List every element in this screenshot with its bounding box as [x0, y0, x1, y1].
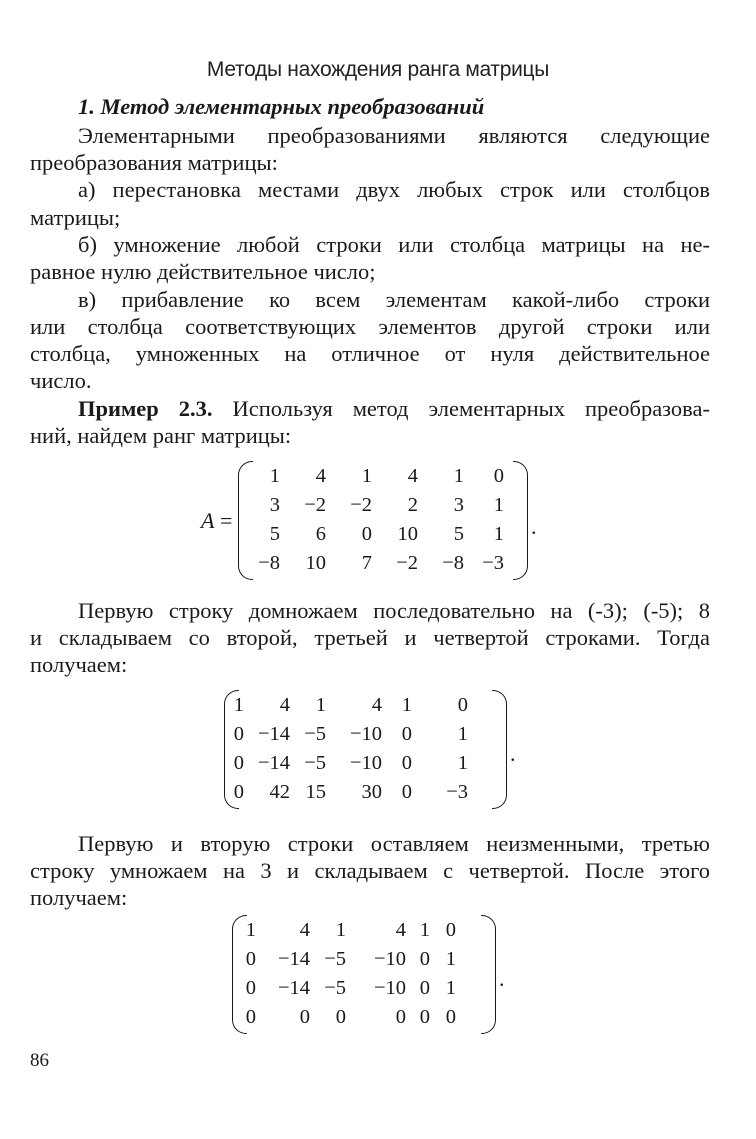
matrix-row	[232, 749, 468, 778]
matrix-cell: −2	[396, 552, 418, 574]
matrix-cell: 0	[361, 523, 372, 545]
matrix-a	[238, 461, 528, 581]
matrix-row	[240, 974, 456, 1003]
example-line-1	[78, 395, 710, 423]
page-number: 86	[30, 1050, 49, 1071]
matrix-cell: 1	[419, 919, 430, 941]
matrix-cell: −10	[373, 948, 406, 970]
matrix-cell: 1	[445, 977, 456, 999]
matrix-cell: 1	[445, 948, 456, 970]
matrix-cell: 1	[269, 465, 280, 487]
matrix-cell: 4	[407, 465, 418, 487]
example-text-1: Используя метод элементарных преобразова-	[212, 396, 710, 421]
matrix-cell: 0	[245, 948, 256, 970]
matrix-cell: −5	[324, 977, 346, 999]
matrix-cell: 1	[233, 694, 244, 716]
right-parenthesis	[513, 461, 528, 580]
matrix-cell: 10	[305, 552, 326, 574]
matrix-cell: −3	[446, 781, 468, 803]
matrix-cell: 3	[269, 494, 280, 516]
matrix-cell: 1	[453, 465, 464, 487]
para2-line-2: и складываем со второй, третьей и четвертой строками. Тогда	[30, 625, 710, 650]
para3-line-3: получаем:	[30, 885, 128, 910]
matrix-cell: 0	[395, 1006, 406, 1028]
matrix-row	[232, 691, 468, 720]
item-a-line-2: матрицы;	[30, 205, 121, 230]
intro-line-1: Элементарными преобразованиями являются следующие	[78, 123, 710, 148]
matrix-cell: 15	[305, 781, 326, 803]
matrix-a-label	[201, 508, 232, 534]
matrix-row	[252, 462, 504, 491]
matrix-b-table	[232, 691, 468, 807]
matrix-cell: 1	[361, 465, 372, 487]
matrix-cell: 0	[419, 948, 430, 970]
matrix-cell: 0	[233, 781, 244, 803]
matrix-b	[224, 690, 507, 810]
matrix-cell: 10	[397, 523, 418, 545]
matrix-cell: 7	[361, 552, 372, 574]
para3-line-1: Первую и вторую строки оставляем неизменными, третью	[78, 831, 710, 856]
matrix-a-name: A	[201, 508, 215, 533]
item-b-line-1: б) умножение любой строки или столбца матрицы на не-	[78, 232, 710, 257]
matrix-cell: 30	[361, 781, 382, 803]
matrix-cell: 0	[401, 781, 412, 803]
matrix-cell: 1	[245, 919, 256, 941]
matrix-cell: 1	[457, 723, 468, 745]
matrix-cell: −14	[277, 948, 310, 970]
matrix-cell: −2	[304, 494, 326, 516]
matrix-cell: 4	[315, 465, 326, 487]
matrix-cell: 0	[493, 465, 504, 487]
para2-line-1: Первую строку домножаем последовательно на (-3); (-5); 8	[78, 598, 710, 623]
matrix-cell: 42	[269, 781, 290, 803]
matrix-cell: 5	[453, 523, 464, 545]
matrix-cell: 0	[401, 752, 412, 774]
matrix-cell: 0	[445, 919, 456, 941]
matrix-cell: 4	[371, 694, 382, 716]
matrix-cell: 6	[315, 523, 326, 545]
matrix-cell: −14	[277, 977, 310, 999]
matrix-cell: 3	[453, 494, 464, 516]
matrix-row	[232, 778, 468, 807]
item-a-line-1: а) перестановка местами двух любых строк или столбцов	[78, 177, 710, 202]
matrix-cell: −2	[350, 494, 372, 516]
right-parenthesis	[492, 690, 507, 809]
matrix-cell: 0	[233, 752, 244, 774]
matrix-a-table	[252, 462, 504, 578]
matrix-cell: 5	[269, 523, 280, 545]
section-heading: 1. Метод элементарных преобразований	[78, 94, 485, 119]
matrix-cell: 4	[299, 919, 310, 941]
right-parenthesis	[481, 915, 496, 1034]
matrix-cell: 0	[457, 694, 468, 716]
matrix-cell: 0	[299, 1006, 310, 1028]
matrix-cell: 0	[245, 977, 256, 999]
matrix-cell: −8	[442, 552, 464, 574]
matrix-row	[232, 720, 468, 749]
matrix-cell: −3	[482, 552, 504, 574]
example-label: Пример 2.3.	[78, 396, 213, 421]
matrix-cell: 0	[419, 977, 430, 999]
matrix-cell: −10	[349, 723, 382, 745]
matrix-b-period: .	[510, 741, 516, 766]
matrix-cell: 1	[457, 752, 468, 774]
matrix-cell: 1	[493, 494, 504, 516]
matrix-row	[240, 916, 456, 945]
matrix-cell: 0	[335, 1006, 346, 1028]
para2-line-3: получаем:	[30, 652, 128, 677]
matrix-cell: 1	[493, 523, 504, 545]
matrix-cell: −8	[258, 552, 280, 574]
intro-line-2: преобразования матрицы:	[30, 150, 278, 175]
matrix-cell: 0	[419, 1006, 430, 1028]
item-c-line-3: столбца, умноженных на отличное от нуля действительное	[30, 341, 710, 366]
example-line-2: ний, найдем ранг матрицы:	[30, 423, 292, 448]
matrix-cell: 2	[407, 494, 418, 516]
matrix-row	[240, 945, 456, 974]
matrix-row	[252, 549, 504, 578]
matrix-cell: 0	[445, 1006, 456, 1028]
matrix-c	[232, 915, 496, 1035]
matrix-cell: −5	[324, 948, 346, 970]
matrix-cell: −5	[304, 723, 326, 745]
matrix-cell: 0	[401, 723, 412, 745]
matrix-cell: 0	[233, 723, 244, 745]
item-c-line-1: в) прибавление ко всем элементам какой-либо строки	[78, 287, 710, 312]
matrix-a-period: .	[531, 514, 537, 539]
matrix-cell: −14	[257, 723, 290, 745]
matrix-cell: −5	[304, 752, 326, 774]
matrix-cell: 1	[335, 919, 346, 941]
matrix-row	[252, 520, 504, 549]
matrix-cell: −10	[373, 977, 406, 999]
item-b-line-2: равное нулю действительное число;	[30, 259, 376, 284]
matrix-cell: 0	[245, 1006, 256, 1028]
matrix-row	[240, 1003, 456, 1032]
item-c-line-4: число.	[30, 368, 92, 393]
para3-line-2: строку умножаем на 3 и складываем с четвертой. После этого	[30, 858, 710, 883]
item-c-line-2: или столбца соответствующих элементов другой строки или	[30, 314, 710, 339]
matrix-cell: −14	[257, 752, 290, 774]
matrix-row	[252, 491, 504, 520]
matrix-c-period: .	[499, 966, 505, 991]
running-header: Методы нахождения ранга матрицы	[206, 58, 550, 81]
left-parenthesis	[238, 461, 253, 580]
matrix-cell: 1	[315, 694, 326, 716]
matrix-cell: 4	[395, 919, 406, 941]
matrix-cell: 1	[401, 694, 412, 716]
matrix-c-table	[240, 916, 456, 1032]
matrix-cell: −10	[349, 752, 382, 774]
matrix-cell: 4	[279, 694, 290, 716]
equals-sign: =	[214, 508, 233, 533]
